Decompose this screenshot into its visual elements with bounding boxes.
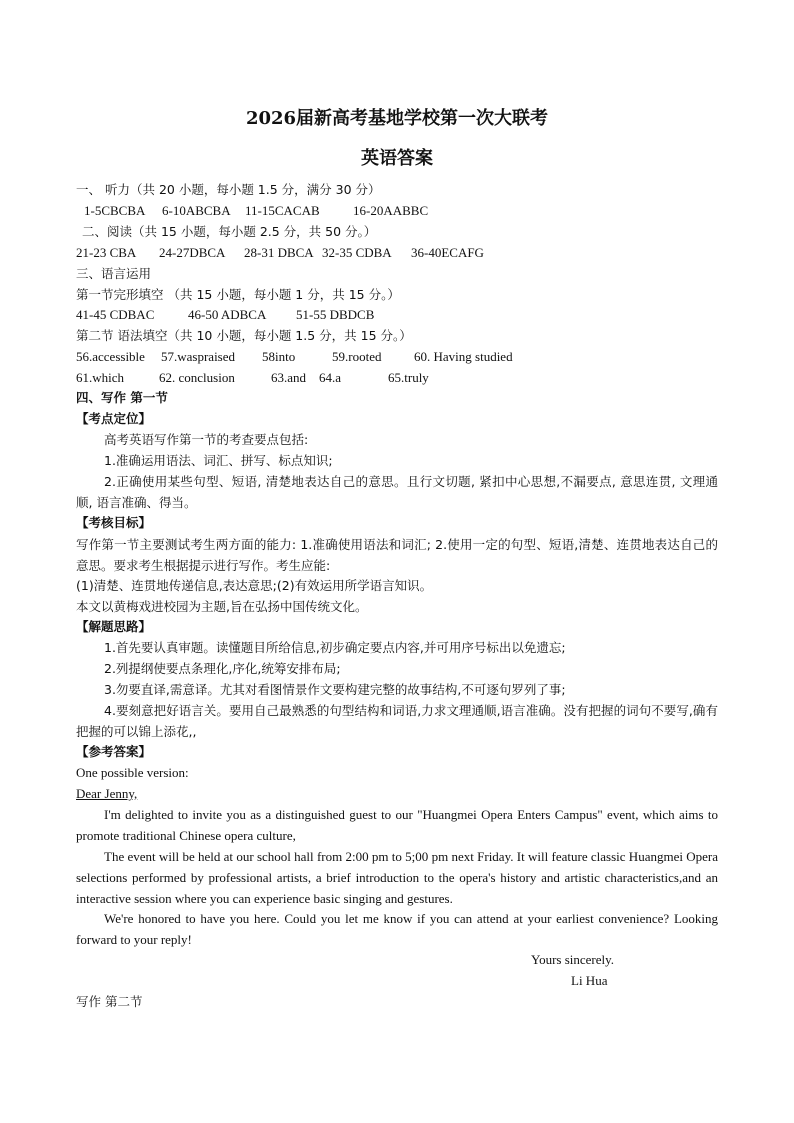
answer-group: 36-40ECAFG — [411, 245, 484, 260]
jieti-point-3: 3.勿要直译,需意译。尤其对看图情景作文要构建完整的故事结构,不可逐句罗列了事; — [104, 682, 566, 697]
page-subtitle: 英语答案 — [361, 148, 433, 169]
letter-signature: Li Hua — [571, 973, 608, 988]
answer-group: 1-5CBCBA — [84, 203, 146, 218]
answer-item: 63.and — [271, 370, 307, 385]
cloze-heading: 第一节完形填空 （共 15 小题，每小题 1 分，共 15 分。） — [76, 287, 400, 302]
jieti-point-2: 2.列提纲使要点条理化,序化,统筹安排布局; — [104, 661, 341, 676]
answer-item: 56.accessible — [76, 349, 145, 364]
kaodian-point-2: 2.正确使用某些句型、短语, 清楚地表达自己的意思。且行文切题, 紧扣中心思想,不漏要点, 意思连贯, 文理通顺, 语言准确、得当。 — [76, 474, 718, 510]
jieti-point-4: 4.要刻意把好语言关。要用自己最熟悉的句型结构和词语,力求文理通顺,语言准确。没有把握的词句不要写,确有把握的可以锦上添花,, — [76, 703, 718, 739]
writing-part2-heading: 写作 第二节 — [76, 994, 143, 1009]
kaohe-paragraph-3: 本文以黄梅戏进校园为主题,旨在弘扬中国传统文化。 — [76, 599, 368, 614]
kaodian-point-1: 1.准确运用语法、词汇、拼写、标点知识; — [104, 453, 333, 468]
jieti-point-1: 1.首先要认真审题。读懂题目所给信息,初步确定要点内容,并可用序号标出以免遗忘; — [104, 640, 566, 655]
answer-item: 62. conclusion — [159, 370, 235, 385]
answer-group: 51-55 DBDCB — [296, 307, 375, 322]
answer-item: 65.truly — [388, 370, 429, 385]
listening-heading: 一、 听力（共 20 小题，每小题 1.5 分，满分 30 分） — [76, 182, 381, 197]
answer-item: 64.a — [319, 370, 342, 385]
answer-item: 59.rooted — [332, 349, 382, 364]
cankao-label: 【参考答案】 — [76, 744, 152, 759]
writing-heading: 四、写作 第一节 — [76, 390, 168, 405]
answer-item: 57.waspraised — [161, 349, 236, 364]
jieti-label: 【解题思路】 — [76, 619, 152, 634]
letter-paragraph-2: The event will be held at our school hall from 2:00 pm to 5;00 pm next Friday. It will feature classic Huangmei Opera selections performed by professional artists, a brief introduction to the opera's history and artistic characteristics,and an interactive session where you can experience basic singing and gestures. — [76, 849, 718, 906]
grammar-answers-row-2 — [76, 370, 429, 386]
kaodian-intro: 高考英语写作第一节的考查要点包括: — [104, 432, 309, 447]
answer-group: 28-31 DBCA — [244, 245, 314, 260]
letter-paragraph-3: We're honored to have you here. Could you let me know if you can attend at your earliest convenience? Looking forward to your reply! — [76, 911, 718, 947]
answer-group: 32-35 CDBA — [322, 245, 392, 260]
letter-salutation: Dear Jenny, — [76, 786, 138, 801]
listening-answers — [84, 203, 428, 219]
answer-item: 58into — [262, 349, 296, 364]
answer-group: 24-27DBCA — [159, 245, 226, 260]
answer-item: 61.which — [76, 370, 125, 385]
version-label: One possible version: — [76, 765, 189, 780]
answer-group: 16-20AABBC — [353, 203, 429, 218]
kaohe-paragraph-2: (1)清楚、连贯地传递信息,表达意思;(2)有效运用所学语言知识。 — [76, 578, 433, 593]
kaodian-label: 【考点定位】 — [76, 411, 152, 426]
kaohe-label: 【考核目标】 — [76, 515, 152, 530]
reading-heading: 二、阅读（共 15 小题，每小题 2.5 分，共 50 分。） — [82, 224, 377, 239]
letter-closing: Yours sincerely. — [531, 952, 615, 967]
answer-group: 46-50 ADBCA — [188, 307, 267, 322]
grammar-heading: 第二节 语法填空（共 10 小题，每小题 1.5 分，共 15 分。） — [76, 328, 412, 343]
answer-group: 41-45 CDBAC — [76, 307, 155, 322]
answer-group: 6-10ABCBA — [162, 203, 231, 218]
letter-paragraph-1: I'm delighted to invite you as a distinguished guest to our "Huangmei Opera Enters Campus" event, which aims to promote traditional Chinese opera culture, — [76, 807, 718, 843]
page-title: 2026届新高考基地学校第一次大联考 — [245, 108, 549, 129]
grammar-answers-row-1 — [76, 349, 513, 365]
reading-answers — [76, 245, 484, 261]
answer-item: 60. Having studied — [414, 349, 513, 364]
language-use-heading: 三、语言运用 — [76, 266, 152, 281]
answer-group: 21-23 CBA — [76, 245, 137, 260]
answer-group: 11-15CACAB — [245, 203, 320, 218]
cloze-answers — [76, 307, 374, 323]
kaohe-paragraph-1: 写作第一节主要测试考生两方面的能力: 1.准确使用语法和词汇; 2.使用一定的句型、短语,清楚、连贯地表达自己的意思。要求考生根据提示进行写作。考生应能: — [76, 537, 718, 573]
